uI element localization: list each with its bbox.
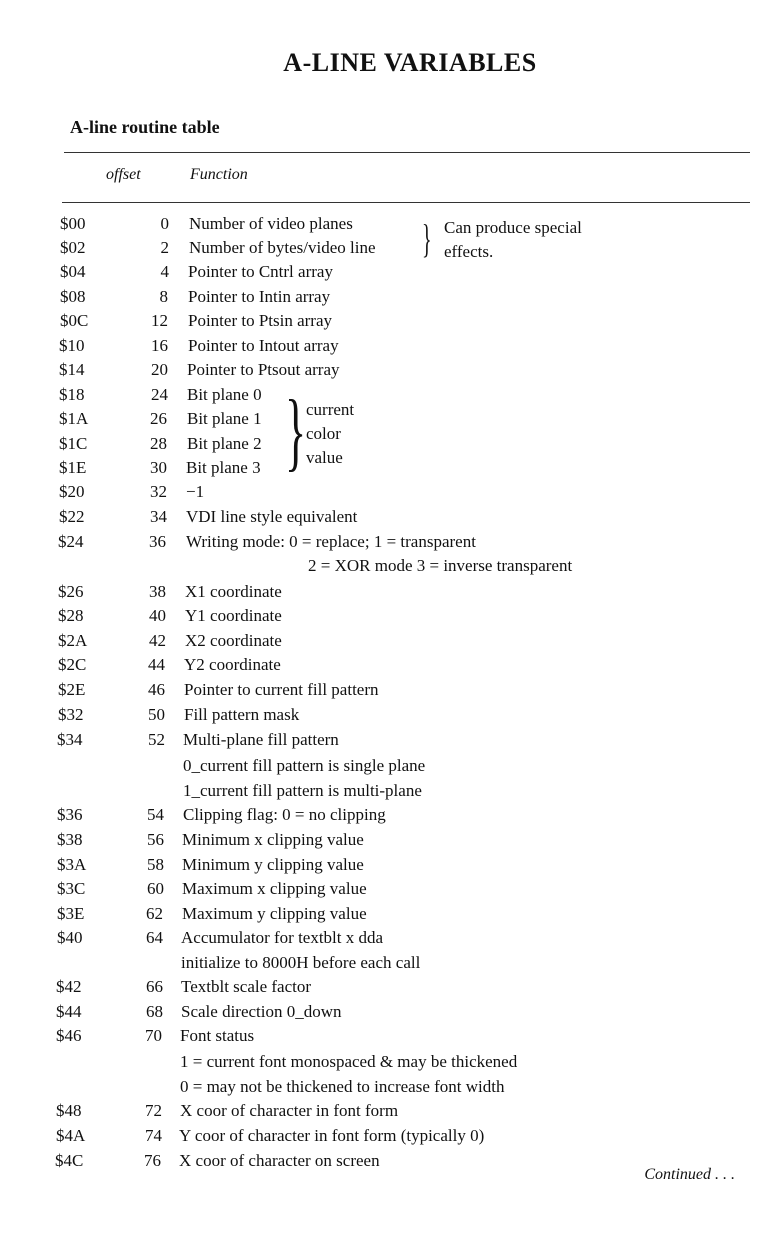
row-address: $02 xyxy=(60,238,86,257)
table-row xyxy=(0,975,759,999)
row-offset: 62 xyxy=(146,904,163,923)
table-row xyxy=(0,1000,759,1024)
row-function: Textblt scale factor xyxy=(181,977,312,996)
row-address: $2A xyxy=(58,631,88,650)
row-function: X coor of character in font form xyxy=(180,1101,399,1120)
row-address: $1E xyxy=(59,458,87,477)
row-address: $00 xyxy=(60,214,86,233)
row-function: Fill pattern mask xyxy=(184,705,300,724)
row-offset: 4 xyxy=(160,262,169,281)
row-offset: 42 xyxy=(149,631,166,650)
row-function: 0 = may not be thickened to increase font width xyxy=(180,1077,505,1096)
row-offset: 40 xyxy=(149,606,166,625)
row-function: Maximum y clipping value xyxy=(182,904,367,923)
continued-label: Continued . . . xyxy=(644,1166,735,1183)
table-row xyxy=(0,604,759,628)
row-offset: 20 xyxy=(151,360,168,379)
row-address: $14 xyxy=(59,360,85,379)
note-special-2: effects. xyxy=(444,242,494,261)
row-offset: 74 xyxy=(145,1126,162,1145)
row-offset: 46 xyxy=(148,680,165,699)
row-address: $3A xyxy=(57,855,87,874)
table-row xyxy=(0,728,759,752)
row-address: $1C xyxy=(59,434,88,453)
brace-color: } xyxy=(285,383,307,480)
row-function: −1 xyxy=(186,482,205,501)
row-address: $04 xyxy=(60,262,86,281)
table-row xyxy=(0,703,759,727)
header-rule xyxy=(62,202,750,203)
row-address: $34 xyxy=(57,730,83,749)
row-offset: 60 xyxy=(147,879,164,898)
row-function: Pointer to Intin array xyxy=(188,287,331,306)
table-row xyxy=(0,309,759,333)
row-offset: 34 xyxy=(150,507,167,526)
table-row xyxy=(0,236,759,260)
row-address: $28 xyxy=(58,606,84,625)
row-address: $3E xyxy=(57,904,85,923)
row-function: 1 = current font monospaced & may be thickened xyxy=(180,1052,518,1071)
row-offset: 52 xyxy=(148,730,165,749)
row-offset: 66 xyxy=(146,977,163,996)
row-offset: 70 xyxy=(145,1026,162,1045)
row-function: Number of bytes/video line xyxy=(189,238,376,257)
brace-special: } xyxy=(422,216,432,261)
row-offset: 26 xyxy=(150,409,167,428)
row-function: Y2 coordinate xyxy=(184,655,281,674)
row-function: Pointer to Ptsin array xyxy=(188,311,333,330)
row-address: $26 xyxy=(58,582,84,601)
table-row xyxy=(0,505,759,529)
row-function: Pointer to current fill pattern xyxy=(184,680,379,699)
table-row xyxy=(0,480,759,504)
row-address: $18 xyxy=(59,385,85,404)
row-address: $44 xyxy=(56,1002,82,1021)
row-offset: 38 xyxy=(149,582,166,601)
table-row xyxy=(0,1099,759,1123)
table-row xyxy=(0,407,759,431)
row-offset: 0 xyxy=(160,214,169,233)
row-function: Y coor of character in font form (typically 0) xyxy=(179,1126,485,1145)
row-address: $48 xyxy=(56,1101,82,1120)
row-function: Font status xyxy=(180,1026,255,1045)
row-function: Minimum y clipping value xyxy=(182,855,364,874)
row-function: Bit plane 3 xyxy=(186,458,261,477)
row-function: Number of video planes xyxy=(189,214,353,233)
row-address: $36 xyxy=(57,805,83,824)
row-offset: 28 xyxy=(150,434,167,453)
top-rule xyxy=(64,152,750,153)
row-function: Minimum x clipping value xyxy=(182,830,364,849)
row-function: X1 coordinate xyxy=(185,582,282,601)
table-row xyxy=(0,383,759,407)
row-offset: 30 xyxy=(150,458,167,477)
table-row xyxy=(0,212,759,236)
row-address: $40 xyxy=(57,928,83,947)
row-address: $32 xyxy=(58,705,84,724)
row-offset: 64 xyxy=(146,928,163,947)
row-address: $1A xyxy=(59,409,89,428)
row-offset: 44 xyxy=(148,655,165,674)
table-row xyxy=(0,260,759,284)
row-function: Writing mode: 0 = replace; 1 = transparent xyxy=(186,532,476,551)
table-row xyxy=(0,580,759,604)
row-function: Multi-plane fill pattern xyxy=(183,730,339,749)
row-address: $2E xyxy=(58,680,86,699)
row-offset: 24 xyxy=(151,385,168,404)
table-row xyxy=(0,803,759,827)
row-function: Bit plane 1 xyxy=(187,409,262,428)
row-function: Scale direction 0_down xyxy=(181,1002,342,1021)
row-offset: 32 xyxy=(150,482,167,501)
row-address: $24 xyxy=(58,532,84,551)
row-offset: 76 xyxy=(144,1151,161,1170)
row-address: $46 xyxy=(56,1026,82,1045)
row-offset: 16 xyxy=(151,336,168,355)
row-function: initialize to 8000H before each call xyxy=(181,953,421,972)
note-color-1: current xyxy=(306,400,355,419)
row-function: 1_current fill pattern is multi-plane xyxy=(183,781,422,800)
table-row xyxy=(0,877,759,901)
row-address: $08 xyxy=(60,287,86,306)
table-row xyxy=(0,456,759,480)
table-row xyxy=(0,779,759,803)
row-offset: 54 xyxy=(147,805,164,824)
row-offset: 68 xyxy=(146,1002,163,1021)
table-row xyxy=(0,853,759,877)
row-offset: 36 xyxy=(149,532,166,551)
row-function: Clipping flag: 0 = no clipping xyxy=(183,805,386,824)
row-address: $4C xyxy=(55,1151,84,1170)
row-offset: 50 xyxy=(148,705,165,724)
row-offset: 56 xyxy=(147,830,164,849)
table-row xyxy=(0,530,759,554)
table-row xyxy=(0,334,759,358)
table-row xyxy=(0,678,759,702)
row-function: Pointer to Cntrl array xyxy=(188,262,333,281)
table-row xyxy=(0,1050,759,1074)
row-address: $2C xyxy=(58,655,87,674)
row-address: $0C xyxy=(60,311,89,330)
row-function: X coor of character on screen xyxy=(179,1151,380,1170)
note-color-2: color xyxy=(306,424,341,443)
row-function: Pointer to Ptsout array xyxy=(187,360,340,379)
row-offset: 72 xyxy=(145,1101,162,1120)
table-row xyxy=(0,1024,759,1048)
row-function: Accumulator for textblt x dda xyxy=(181,928,384,947)
row-offset: 58 xyxy=(147,855,164,874)
row-offset: 2 xyxy=(160,238,169,257)
row-address: $20 xyxy=(59,482,85,501)
row-function: X2 coordinate xyxy=(185,631,282,650)
table-row xyxy=(0,1124,759,1148)
note-color-3: value xyxy=(306,448,343,467)
table-row xyxy=(0,926,759,950)
table-row xyxy=(0,358,759,382)
row-address: $42 xyxy=(56,977,82,996)
table-row xyxy=(0,828,759,852)
row-function: Bit plane 2 xyxy=(187,434,262,453)
row-function: Pointer to Intout array xyxy=(188,336,339,355)
row-function: 0_current fill pattern is single plane xyxy=(183,756,426,775)
table-row xyxy=(0,653,759,677)
row-address: $3C xyxy=(57,879,86,898)
row-function: 2 = XOR mode 3 = inverse transparent xyxy=(308,556,573,575)
table-row xyxy=(0,554,759,578)
row-function: Bit plane 0 xyxy=(187,385,262,404)
table-row xyxy=(0,902,759,926)
row-address: $38 xyxy=(57,830,83,849)
table-row xyxy=(0,629,759,653)
page-title: A-LINE VARIABLES xyxy=(283,48,537,77)
row-function: VDI line style equivalent xyxy=(186,507,358,526)
offset-header: offset xyxy=(106,166,141,183)
row-function: Maximum x clipping value xyxy=(182,879,367,898)
table-row xyxy=(0,432,759,456)
row-address: $10 xyxy=(59,336,85,355)
row-function: Y1 coordinate xyxy=(185,606,282,625)
row-address: $22 xyxy=(59,507,85,526)
function-header: Function xyxy=(190,166,248,183)
row-offset: 8 xyxy=(159,287,168,306)
row-offset: 12 xyxy=(151,311,168,330)
table-row xyxy=(0,951,759,975)
row-address: $4A xyxy=(56,1126,86,1145)
table-row xyxy=(0,1075,759,1099)
table-row xyxy=(0,754,759,778)
table-row xyxy=(0,285,759,309)
table-title: A-line routine table xyxy=(70,117,220,137)
note-special-1: Can produce special xyxy=(444,218,582,237)
